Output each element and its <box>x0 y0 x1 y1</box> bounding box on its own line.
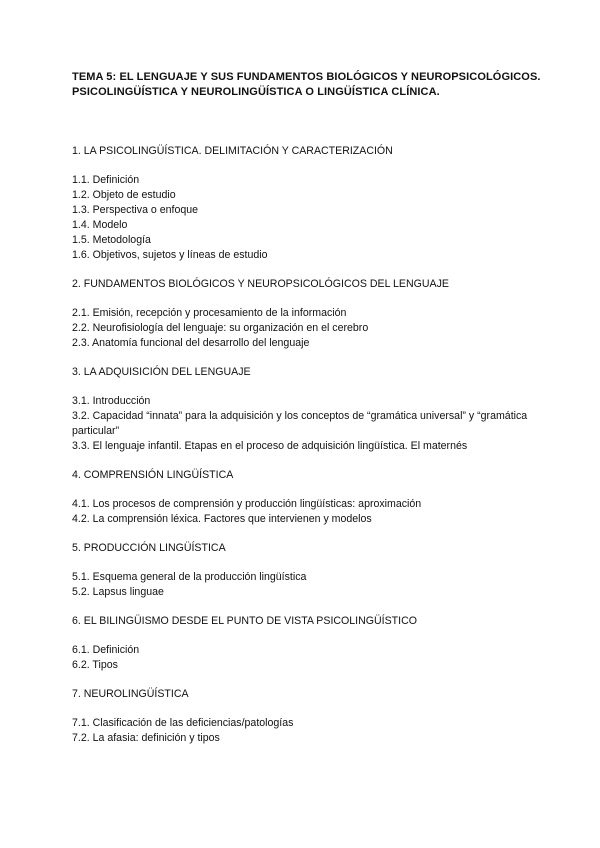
section-item: 1.4. Modelo <box>72 219 128 231</box>
section-heading: 4. COMPRENSIÓN LINGÜÍSTICA <box>72 469 234 481</box>
section-item: 3.2. Capacidad “innata” para la adquisición y los conceptos de “gramática universal” y “gramática particular” <box>72 410 528 437</box>
section-heading: 5. PRODUCCIÓN LINGÜÍSTICA <box>72 542 226 554</box>
section-2 <box>72 277 540 351</box>
section-item: 4.1. Los procesos de comprensión y producción lingüísticas: aproximación <box>72 498 422 510</box>
section-item: 1.2. Objeto de estudio <box>72 189 176 201</box>
section-item: 5.1. Esquema general de la producción lingüística <box>72 571 307 583</box>
section-item: 1.5. Metodología <box>72 234 151 246</box>
section-item: 2.3. Anatomía funcional del desarrollo del lenguaje <box>72 337 310 349</box>
section-item: 1.1. Definición <box>72 174 140 186</box>
section-item: 2.1. Emisión, recepción y procesamiento de la información <box>72 307 347 319</box>
section-item: 3.1. Introducción <box>72 395 151 407</box>
section-item: 2.2. Neurofisiología del lenguaje: su organización en el cerebro <box>72 322 369 334</box>
section-heading: 7. NEUROLINGÜÍSTICA <box>72 688 189 700</box>
section-heading: 2. FUNDAMENTOS BIOLÓGICOS Y NEUROPSICOLÓGICOS DEL LENGUAJE <box>72 278 449 290</box>
section-item: 1.6. Objetivos, sujetos y líneas de estudio <box>72 249 268 261</box>
section-heading: 3. LA ADQUISICIÓN DEL LENGUAJE <box>72 366 251 378</box>
section-3 <box>72 365 540 454</box>
table-of-contents <box>72 144 540 746</box>
section-item: 4.2. La comprensión léxica. Factores que intervienen y modelos <box>72 513 372 525</box>
section-6 <box>72 614 540 673</box>
section-1 <box>72 144 540 263</box>
section-heading: 1. LA PSICOLINGÜÍSTICA. DELIMITACIÓN Y CARACTERIZACIÓN <box>72 145 393 157</box>
section-item: 5.2. Lapsus linguae <box>72 586 164 598</box>
document-title: TEMA 5: EL LENGUAJE Y SUS FUNDAMENTOS BIOLÓGICOS Y NEUROPSICOLÓGICOS. PSICOLINGÜÍSTICA Y NEUROLINGÜÍSTICA O LINGÜÍSTICA CLÍNICA. <box>72 71 541 98</box>
section-item: 7.2. La afasia: definición y tipos <box>72 732 220 744</box>
section-item: 6.2. Tipos <box>72 659 118 671</box>
section-item: 1.3. Perspectiva o enfoque <box>72 204 199 216</box>
section-item: 3.3. El lenguaje infantil. Etapas en el proceso de adquisición lingüística. El maternés <box>72 440 468 452</box>
section-4 <box>72 468 540 527</box>
section-heading: 6. EL BILINGÜISMO DESDE EL PUNTO DE VISTA PSICOLINGÜÍSTICO <box>72 615 417 627</box>
section-item: 6.1. Definición <box>72 644 140 656</box>
section-7 <box>72 687 540 746</box>
section-item: 7.1. Clasificación de las deficiencias/patologías <box>72 717 294 729</box>
section-5 <box>72 541 540 600</box>
